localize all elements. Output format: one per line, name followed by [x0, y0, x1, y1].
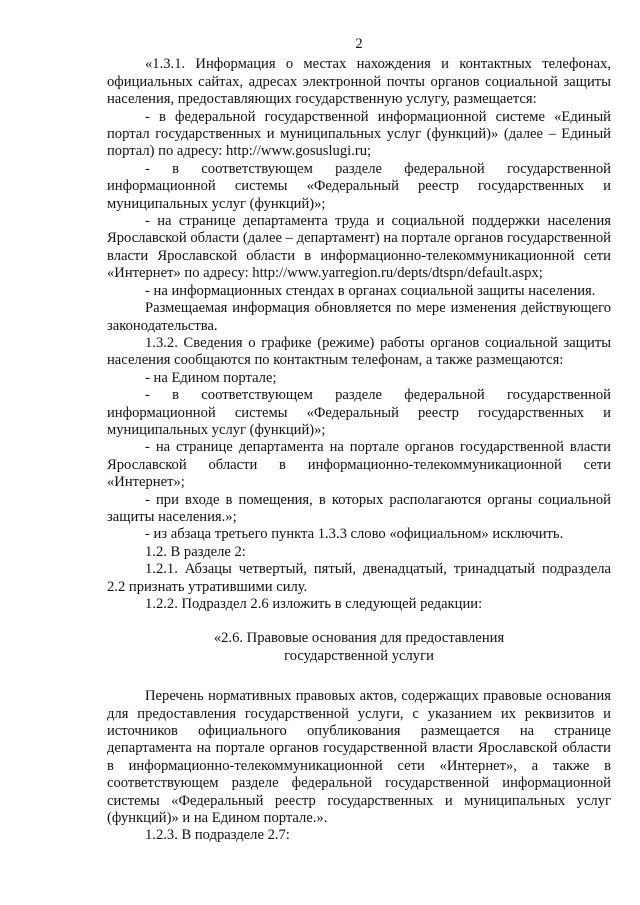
paragraph-1-2-2: 1.2.2. Подраздел 2.6 изложить в следующей редакции: [145, 596, 483, 612]
paragraph-1-2: 1.2. В разделе 2: [145, 543, 246, 560]
paragraph-gosuslugi: - в федеральной государственной информационной системе «Единый портал государственных и муниципальных услуг (функций)» (далее – Единый портал) по адресу: http://www.gosuslugi.ru; [107, 108, 611, 160]
paragraph-1-3-3: - из абзаца третьего пункта 1.3.3 слово «официальном» исключить. [145, 526, 564, 543]
paragraph-premises: - при входе в помещения, в которых располагаются органы социальной защиты населения.»; [107, 491, 611, 525]
paragraph-legal-acts: Перечень нормативных правовых актов, содержащих правовые основания для предоставления государственной услуги, с указанием их реквизитов и источников официального опубликования размещается на странице департамента на портале органов государственной власти Ярославской области в информационно-телекоммуникационной сети «Интернет», а также в соответствующем разделе федеральной государственной информационной системы «Федеральный реестр государственных и муниципальных услуг (функций)» и на Едином портале.». [107, 688, 611, 827]
paragraph-1-2-1: 1.2.1. Абзацы четвертый, пятый, двенадцатый, тринадцатый подраздела 2.2 признать утратившими силу. [107, 561, 611, 595]
section-heading-line-1: «2.6. Правовые основания для предоставления [213, 630, 505, 647]
paragraph-federal-registry: - в соответствующем разделе федеральной государственной информационной системы «Федеральный реестр государственных и муниципальных услуг (функций)»; [107, 160, 611, 212]
paragraph-department-page-2: - на странице департамента на портале органов государственной власти Ярославской области в информационно-телекоммуникационной сети «Интернет»; [107, 439, 611, 491]
paragraph-1-3-2: 1.3.2. Сведения о графике (режиме) работы органов социальной защиты населения сообщаются по контактным телефонам, а также размещаются: [107, 334, 611, 369]
paragraph-updates: Размещаемая информация обновляется по мере изменения действующего законодательства. [107, 300, 611, 334]
paragraph-federal-registry-2: - в соответствующем разделе федеральной государственной информационной системы «Федеральный реестр государственных и муниципальных услуг (функций)»; [107, 387, 611, 438]
paragraph-department-page: - на странице департамента труда и социальной поддержки населения Ярославской области (далее – департамент) на портале органов государственной власти Ярославской области в информационно-телекоммуникационной сети «Интернет» по адресу: http://www.yarregion.ru/depts/dtspn/default.aspx; [107, 213, 611, 282]
paragraph-1-3-1: «1.3.1. Информация о местах нахождения и контактных телефонах, официальных сайтах, адресах электронной почты органов социальной защиты населения, предоставляющих государственную услугу, размещается: [107, 56, 611, 108]
paragraph-info-stands: - на информационных стендах в органах социальной защиты населения. [145, 282, 596, 299]
paragraph-1-2-3: 1.2.3. В подразделе 2.7: [145, 827, 290, 844]
paragraph-single-portal: - на Едином портале; [145, 369, 277, 386]
page-number: 2 [355, 36, 363, 52]
section-heading [107, 630, 611, 665]
section-heading-line-2: государственной услуги [284, 647, 434, 664]
document-page [107, 36, 611, 845]
